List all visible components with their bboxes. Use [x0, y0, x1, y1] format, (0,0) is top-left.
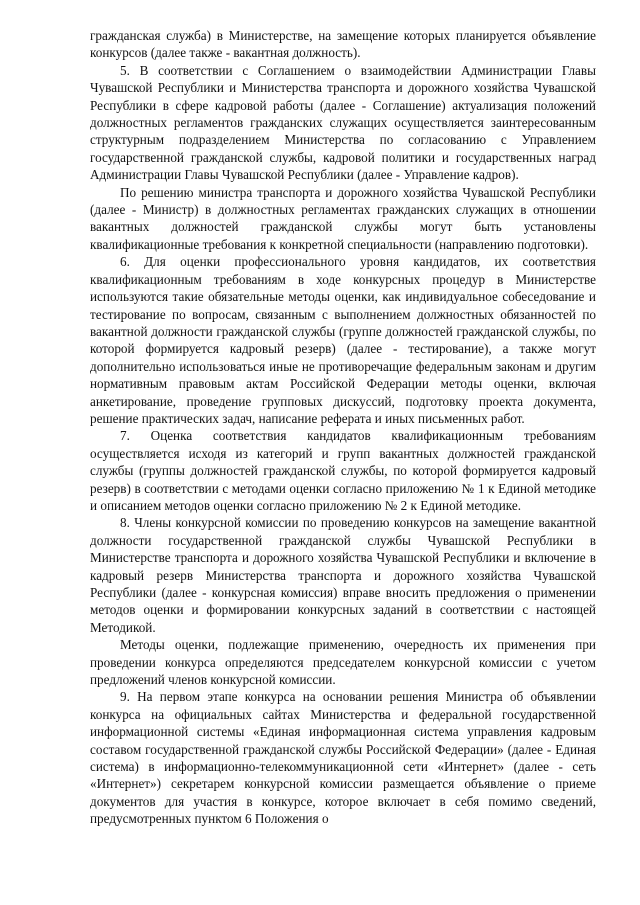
- document-page: [90, 27, 596, 828]
- paragraph-7: 7. Оценка соответствия кандидатов квалификационным требованиям осуществляется исходя из категорий и групп вакантных должностей гражданской службы (группы должностей гражданской службы, по которой формируется кадровый резерв) в соответствии с методами оценки согласно приложению № 1 к Единой методике и описанием методов оценки согласно приложению № 2 к Единой методике.: [90, 428, 596, 513]
- paragraph-6: 6. Для оценки профессионального уровня кандидатов, их соответствия квалификационным требованиям в ходе конкурсных процедур в Министерстве используются такие обязательные методы оценки, как индивидуальное собеседование и тестирование по вопросам, связанным с выполнением должностных обязанностей по вакантной должности гражданской службы (группе должностей гражданской службы, по которой формируется кадровый резерв) (далее - тестирование), а также могут дополнительно использоваться иные не противоречащие федеральным законам и другим нормативным правовым актам Российской Федерации методы оценки, включая анкетирование, проведение групповых дискуссий, подготовку проекта документа, решение практических задач, написание реферата и иных письменных работ.: [90, 254, 596, 426]
- paragraph-minister-decision: По решению министра транспорта и дорожного хозяйства Чувашской Республики (далее - Министр) в должностных регламентах гражданских служащих в отношении вакантных должностей гражданской службы могут быть установлены квалификационные требования к конкретной специальности (направлению подготовки).: [90, 184, 596, 252]
- paragraph-9: 9. На первом этапе конкурса на основании решения Министра об объявлении конкурса на официальных сайтах Министерства и федеральной государственной информационной системы «Единая информационная система управления кадровым составом государственной гражданской службы Российской Федерации» (далее - Единая система) в информационно-телекоммуникационной сети «Интернет» (далее - сеть «Интернет») секретарем конкурсной комиссии размещается объявление о приеме документов для участия в конкурсе, которое включает в себя помимо сведений, предусмотренных пунктом 6 Положения о: [90, 689, 596, 827]
- paragraph-5: 5. В соответствии с Соглашением о взаимодействии Администрации Главы Чувашской Республики и Министерства транспорта и дорожного хозяйства Чувашской Республики в сфере кадровой работы (далее - Соглашение) актуализация положений должностных регламентов гражданских служащих осуществляется заинтересованным структурным подразделением Министерства по согласованию с Управлением государственной гражданской службы, кадровой политики и государственных наград Администрации Главы Чувашской Республики (далее - Управление кадров).: [90, 62, 596, 183]
- paragraph-8: 8. Члены конкурсной комиссии по проведению конкурсов на замещение вакантной должности государственной гражданской службы Чувашской Республики в Министерстве транспорта и дорожного хозяйства Чувашской Республики и включение в кадровый резерв Министерства транспорта и дорожного хозяйства Чувашской Республики (далее - конкурсная комиссия) вправе вносить предложения о применении методов оценки и формировании конкурсных заданий в соответствии с настоящей Методикой.: [90, 515, 596, 635]
- paragraph-assessment-methods: Методы оценки, подлежащие применению, очередность их применения при проведении конкурса определяются председателем конкурсной комиссии с учетом предложений членов конкурсной комиссии.: [90, 637, 596, 688]
- paragraph-continuation: гражданская служба) в Министерстве, на замещение которых планируется объявление конкурсов (далее также - вакантная должность).: [90, 28, 596, 61]
